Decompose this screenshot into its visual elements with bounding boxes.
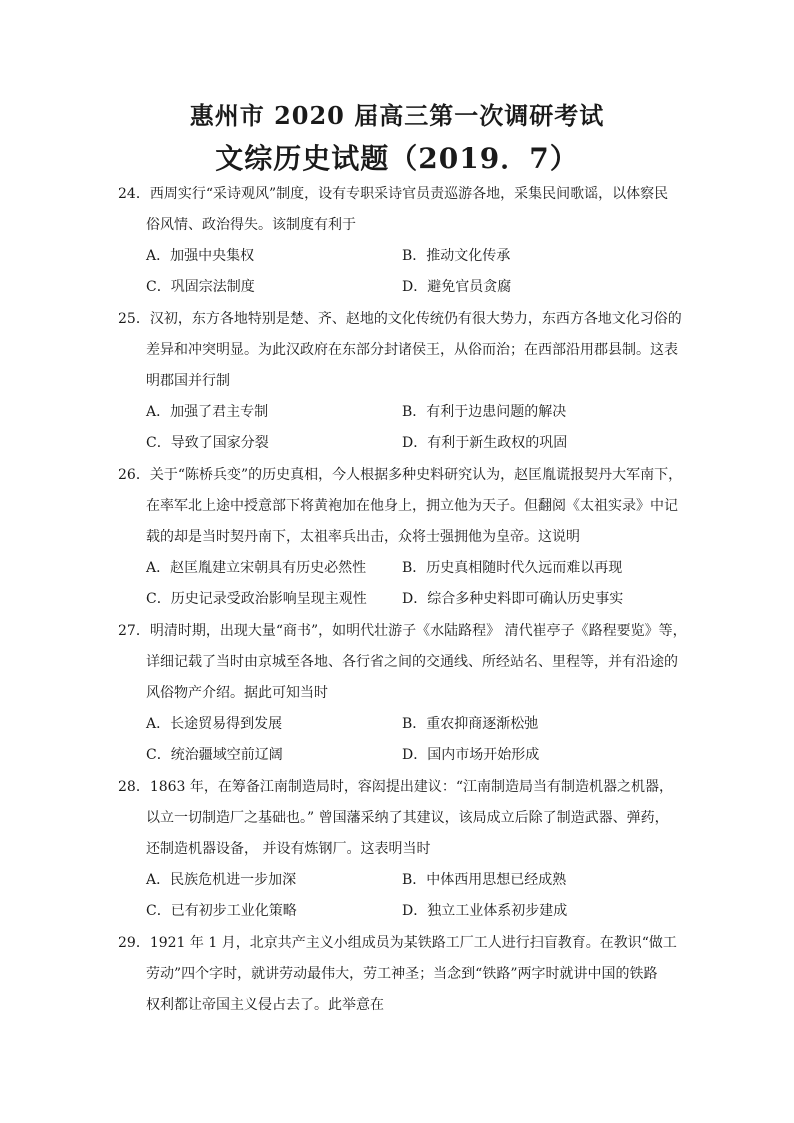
- option-a[interactable]: A．长途贸易得到发展: [146, 716, 283, 732]
- stem-line: 俗风情、政治得失。该制度有利于: [146, 217, 356, 233]
- stem-line: 风俗物产介绍。据此可知当时: [146, 685, 328, 701]
- exam-subtitle: 文综历史试题（2019．7）: [215, 142, 579, 175]
- question-stem: [118, 616, 687, 709]
- options: [118, 553, 678, 615]
- question-24: [118, 179, 678, 303]
- stem-line: 载的却是当时契丹南下，太祖率兵出击，众将士强拥他为皇帝。这说明: [146, 529, 580, 545]
- options: [118, 865, 678, 927]
- option-a[interactable]: A．赵匡胤建立宋朝具有历史必然性: [146, 560, 367, 576]
- option-d[interactable]: D．避免官员贪腐: [402, 279, 512, 295]
- option-c[interactable]: C．统治疆域空前辽阔: [146, 747, 283, 763]
- stem-line: 权利都让帝国主义侵占去了。此举意在: [146, 997, 384, 1013]
- question-27: [118, 616, 687, 771]
- option-a[interactable]: A．加强中央集权: [146, 248, 255, 264]
- option-a[interactable]: A．民族危机进一步加深: [146, 872, 297, 888]
- option-c[interactable]: C．巩固宗法制度: [146, 279, 255, 295]
- stem-line: 25．汉初，东方各地特别是楚、齐、赵地的文化传统仍有很大势力，东西方各地文化习俗的: [118, 311, 682, 327]
- option-d[interactable]: D．有利于新生政权的巩固: [402, 435, 568, 451]
- stem-line: 24．西周实行“采诗观风”制度，设有专职采诗官员责巡游各地，采集民间歌谣，以体察民: [118, 186, 669, 202]
- options: [118, 241, 678, 303]
- option-b[interactable]: B．重农抑商逐渐松弛: [402, 716, 539, 732]
- option-d[interactable]: D．独立工业体系初步建成: [402, 903, 568, 919]
- stem-line: 28．1863 年，在筹备江南制造局时，容闳提出建议：“江南制造局当有制造机器之机器，: [118, 779, 674, 795]
- stem-line: 27．明清时期，出现大量“商书”，如明代壮游子《水陆路程》 清代崔亭子《路程要览》等，: [118, 623, 687, 639]
- question-28: [118, 772, 678, 927]
- option-c[interactable]: C．已有初步工业化策略: [146, 903, 297, 919]
- option-b[interactable]: B．历史真相随时代久远而难以再现: [402, 560, 623, 576]
- stem-line: 在率军北上途中授意部下将黄袍加在他身上，拥立他为天子。但翻阅《太祖实录》中记: [146, 498, 678, 514]
- option-c[interactable]: C．导致了国家分裂: [146, 435, 269, 451]
- question-stem: [118, 304, 682, 397]
- option-d[interactable]: D．国内市场开始形成: [402, 747, 540, 763]
- option-c[interactable]: C．历史记录受政治影响呈现主观性: [146, 591, 367, 607]
- exam-title: 惠州市 2020 届高三第一次调研考试: [189, 101, 605, 130]
- stem-line: 劳动”四个字时，就讲劳动最伟大，劳工神圣；当念到“铁路”两字时就讲中国的铁路: [146, 966, 658, 982]
- stem-line: 明郡国并行制: [146, 373, 230, 389]
- question-stem: [118, 772, 678, 865]
- stem-line: 差异和冲突明显。为此汉政府在东部分封诸侯王，从俗而治；在西部沿用郡县制。这表: [146, 342, 678, 358]
- stem-line: 详细记载了当时由京城至各地、各行省之间的交通线、所经站名、里程等，并有沿途的: [146, 654, 678, 670]
- option-d[interactable]: D．综合多种史料即可确认历史事实: [402, 591, 624, 607]
- stem-line: 还制造机器设备， 并设有炼钢厂。这表明当时: [146, 841, 431, 857]
- question-29: [118, 928, 678, 1021]
- stem-line: 以立一切制造厂之基础也。” 曾国藩采纳了其建议，该局成立后除了制造武器、弹药，: [146, 810, 669, 826]
- option-b[interactable]: B．中体西用思想已经成熟: [402, 872, 567, 888]
- option-a[interactable]: A．加强了君主专制: [146, 404, 269, 420]
- option-b[interactable]: B．有利于边患问题的解决: [402, 404, 567, 420]
- question-25: [118, 304, 682, 459]
- question-stem: [118, 928, 678, 1021]
- options: [118, 397, 678, 459]
- question-stem: [118, 179, 678, 241]
- question-stem: [118, 460, 683, 553]
- stem-line: 26．关于“陈桥兵变”的历史真相，今人根据多种史料研究认为，赵匡胤谎报契丹大军南下，: [118, 467, 683, 483]
- option-b[interactable]: B．推动文化传承: [402, 248, 511, 264]
- stem-line: 29．1921 年 1 月，北京共产主义小组成员为某铁路工厂工人进行扫盲教育。在教识“做工: [118, 935, 677, 951]
- options: [118, 709, 678, 771]
- question-26: [118, 460, 683, 615]
